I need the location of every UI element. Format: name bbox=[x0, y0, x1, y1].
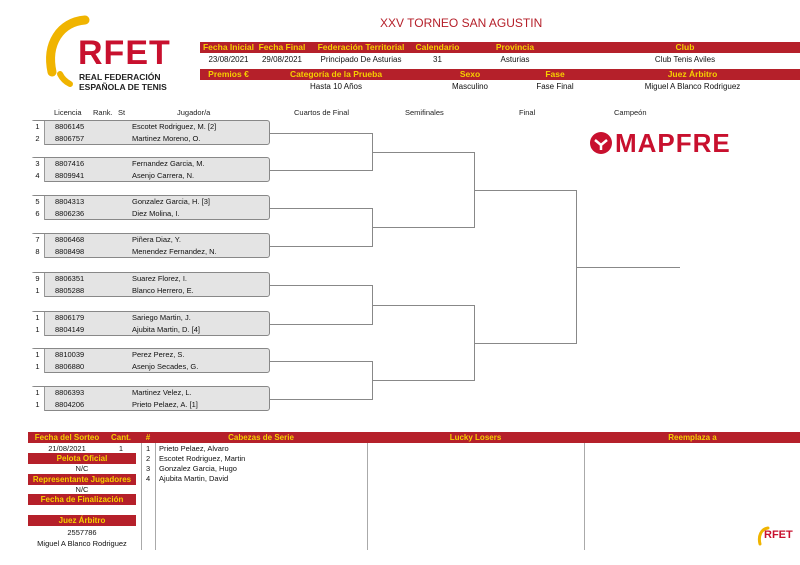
player-name: Ajubita Martin, D. [4] bbox=[132, 325, 200, 334]
col-final: Final bbox=[519, 108, 536, 117]
label-fecha-inicial: Fecha Inicial bbox=[200, 42, 257, 53]
label-fecha-sorteo: Fecha del Sorteo bbox=[28, 432, 106, 443]
col-jugador: Jugador/a bbox=[177, 108, 211, 117]
player-name: Gonzalez Garcia, H. [3] bbox=[132, 197, 210, 206]
rfet-logo bbox=[40, 14, 170, 94]
player-row bbox=[31, 196, 270, 208]
draw-number: 1 bbox=[31, 361, 45, 373]
label-lucky: Lucky Losers bbox=[368, 432, 583, 443]
player-name: Escotet Rodriguez, M. [2] bbox=[132, 122, 217, 131]
value-fase: Fase Final bbox=[536, 82, 574, 91]
col-semifinales: Semifinales bbox=[405, 108, 444, 117]
bracket-line bbox=[372, 227, 474, 228]
value-cant: 1 bbox=[118, 444, 124, 453]
bracket-line bbox=[372, 152, 474, 153]
draw-number: 2 bbox=[31, 133, 45, 145]
logo-text: RFET bbox=[78, 34, 171, 72]
label-sexo: Sexo bbox=[415, 69, 525, 80]
value-juez: Miguel A Blanco Rodriguez bbox=[644, 82, 741, 91]
player-row bbox=[31, 312, 270, 324]
player-row bbox=[31, 399, 270, 411]
mapfre-logo bbox=[588, 130, 783, 156]
license-number: 8808498 bbox=[55, 247, 85, 256]
player-row bbox=[31, 234, 270, 246]
bracket-line bbox=[576, 267, 680, 268]
license-number: 8806179 bbox=[55, 313, 85, 322]
label-provincia: Provincia bbox=[460, 42, 570, 53]
draw-number: 1 bbox=[31, 121, 45, 133]
player-name: Perez Perez, S. bbox=[132, 350, 185, 359]
label-calendario: Calendario bbox=[415, 42, 460, 52]
draw-number: 4 bbox=[31, 170, 45, 182]
license-number: 8807416 bbox=[55, 159, 85, 168]
value-calendario: 31 bbox=[433, 55, 442, 64]
value-juez-name: Miguel A Blanco Rodriguez bbox=[37, 539, 127, 548]
mapfre-emblem-icon bbox=[588, 130, 614, 156]
col-st: St bbox=[118, 108, 126, 117]
player-name: Piñera Diaz, Y. bbox=[132, 235, 181, 244]
seed-number: 2 bbox=[146, 454, 151, 463]
value-representante: N/C bbox=[75, 485, 89, 494]
value-categoria: Hasta 10 Años bbox=[309, 82, 363, 91]
label-representante: Representante Jugadores bbox=[28, 474, 136, 485]
label-pelota: Pelota Oficial bbox=[28, 453, 136, 464]
col-licencia: Licencia bbox=[54, 108, 82, 117]
seed-number: 4 bbox=[146, 474, 151, 483]
draw-number: 7 bbox=[31, 234, 45, 246]
player-name: Martinez Moreno, O. bbox=[132, 134, 201, 143]
player-name: Prieto Pelaez, A. [1] bbox=[132, 400, 198, 409]
col-rank: Rank. bbox=[93, 108, 113, 117]
seed-player-name: Gonzalez Garcia, Hugo bbox=[159, 464, 237, 473]
draw-number: 9 bbox=[31, 273, 45, 285]
mapfre-text: MAPFRE bbox=[615, 128, 731, 158]
label-club: Club bbox=[570, 42, 800, 53]
player-name: Fernandez Garcia, M. bbox=[132, 159, 205, 168]
bracket-line bbox=[270, 133, 372, 134]
draw-number: 6 bbox=[31, 208, 45, 220]
label-reemplaza: Reemplaza a bbox=[585, 432, 800, 443]
bracket-line bbox=[372, 305, 474, 306]
divider-3 bbox=[367, 443, 368, 550]
seed-player-name: Escotet Rodriguez, Martin bbox=[159, 454, 246, 463]
draw-number: 1 bbox=[31, 312, 45, 324]
draw-number: 1 bbox=[31, 324, 45, 336]
bracket-line bbox=[270, 246, 372, 247]
license-number: 8806468 bbox=[55, 235, 85, 244]
license-number: 8804206 bbox=[55, 400, 85, 409]
bracket-line bbox=[270, 208, 372, 209]
draw-number: 1 bbox=[31, 349, 45, 361]
player-row bbox=[31, 273, 270, 285]
col-campeon: Campeón bbox=[614, 108, 647, 117]
label-fecha-final: Fecha Final bbox=[258, 42, 306, 52]
draw-number: 8 bbox=[31, 246, 45, 258]
player-row bbox=[31, 121, 270, 133]
divider-1 bbox=[141, 443, 142, 550]
license-number: 8804149 bbox=[55, 325, 85, 334]
value-club: Club Tenis Aviles bbox=[654, 55, 716, 64]
divider-4 bbox=[584, 443, 585, 550]
license-number: 8810039 bbox=[55, 350, 85, 359]
footer-logo-text: RFET bbox=[764, 529, 793, 541]
label-juez: Juez Árbitro bbox=[585, 69, 800, 80]
bracket-line bbox=[270, 399, 372, 400]
player-row bbox=[31, 158, 270, 170]
player-row bbox=[31, 349, 270, 361]
value-pelota: N/C bbox=[75, 464, 89, 473]
license-number: 8806757 bbox=[55, 134, 85, 143]
value-sexo: Masculino bbox=[451, 82, 488, 91]
label-federacion: Federación Territorial bbox=[307, 42, 415, 53]
seed-player-name: Ajubita Martin, David bbox=[159, 474, 229, 483]
value-federacion: Principado De Asturias bbox=[320, 55, 402, 64]
player-row bbox=[31, 361, 270, 373]
label-cabezas: Cabezas de Serie bbox=[156, 432, 366, 443]
license-number: 8806880 bbox=[55, 362, 85, 371]
license-number: 8806351 bbox=[55, 274, 85, 283]
player-row bbox=[31, 387, 270, 399]
player-row bbox=[31, 324, 270, 336]
bracket-line bbox=[270, 324, 372, 325]
value-juez-num: 2557786 bbox=[67, 528, 97, 537]
draw-number: 1 bbox=[31, 285, 45, 297]
license-number: 8806393 bbox=[55, 388, 85, 397]
value-fecha-sorteo: 21/08/2021 bbox=[48, 444, 86, 453]
label-premios: Premios € bbox=[200, 69, 257, 80]
license-number: 8804313 bbox=[55, 197, 85, 206]
draw-number: 1 bbox=[31, 399, 45, 411]
value-premios bbox=[200, 81, 257, 92]
bracket-line bbox=[270, 285, 372, 286]
label-finalizacion: Fecha de Finalización bbox=[28, 494, 136, 505]
bracket-line bbox=[270, 170, 372, 171]
player-row bbox=[31, 170, 270, 182]
value-fecha-inicial: 23/08/2021 bbox=[208, 55, 249, 64]
player-name: Blanco Herrero, E. bbox=[132, 286, 194, 295]
player-row bbox=[31, 208, 270, 220]
player-name: Sariego Martin, J. bbox=[132, 313, 191, 322]
page-title: XXV TORNEO SAN AGUSTIN bbox=[380, 16, 543, 30]
label-categoria: Categoría de la Prueba bbox=[257, 69, 415, 80]
player-row bbox=[31, 133, 270, 145]
player-row bbox=[31, 285, 270, 297]
player-row bbox=[31, 246, 270, 258]
value-provincia: Asturias bbox=[500, 55, 530, 64]
logo-sub-2: ESPAÑOLA DE TENIS bbox=[79, 82, 167, 92]
seed-number: 3 bbox=[146, 464, 151, 473]
license-number: 8806236 bbox=[55, 209, 85, 218]
col-cuartos: Cuartos de Final bbox=[294, 108, 350, 117]
player-name: Suarez Florez, I. bbox=[132, 274, 188, 283]
label-hash: # bbox=[142, 432, 154, 443]
player-name: Menendez Fernandez, N. bbox=[132, 247, 217, 256]
bracket-line bbox=[474, 343, 576, 344]
seed-player-name: Prieto Pelaez, Alvaro bbox=[159, 444, 229, 453]
draw-number: 3 bbox=[31, 158, 45, 170]
divider-2 bbox=[155, 443, 156, 550]
bracket-line bbox=[372, 380, 474, 381]
draw-number: 5 bbox=[31, 196, 45, 208]
player-name: Asenjo Secades, G. bbox=[132, 362, 199, 371]
license-number: 8806145 bbox=[55, 122, 85, 131]
player-name: Asenjo Carrera, N. bbox=[132, 171, 195, 180]
draw-number: 1 bbox=[31, 387, 45, 399]
player-name: Martinez Velez, L. bbox=[132, 388, 192, 397]
license-number: 8809941 bbox=[55, 171, 85, 180]
footer-rfet-logo bbox=[756, 526, 796, 550]
bracket-line bbox=[270, 361, 372, 362]
label-fase: Fase bbox=[525, 69, 585, 80]
value-fecha-final: 29/08/2021 bbox=[261, 55, 303, 64]
license-number: 8805288 bbox=[55, 286, 85, 295]
logo-sub-1: REAL FEDERACIÓN bbox=[79, 72, 161, 82]
label-juez-bottom: Juez Árbitro bbox=[28, 515, 136, 526]
bracket-line bbox=[474, 190, 576, 191]
player-name: Diez Molina, I. bbox=[132, 209, 180, 218]
label-cant: Cant. bbox=[106, 432, 136, 443]
seed-number: 1 bbox=[146, 444, 151, 453]
